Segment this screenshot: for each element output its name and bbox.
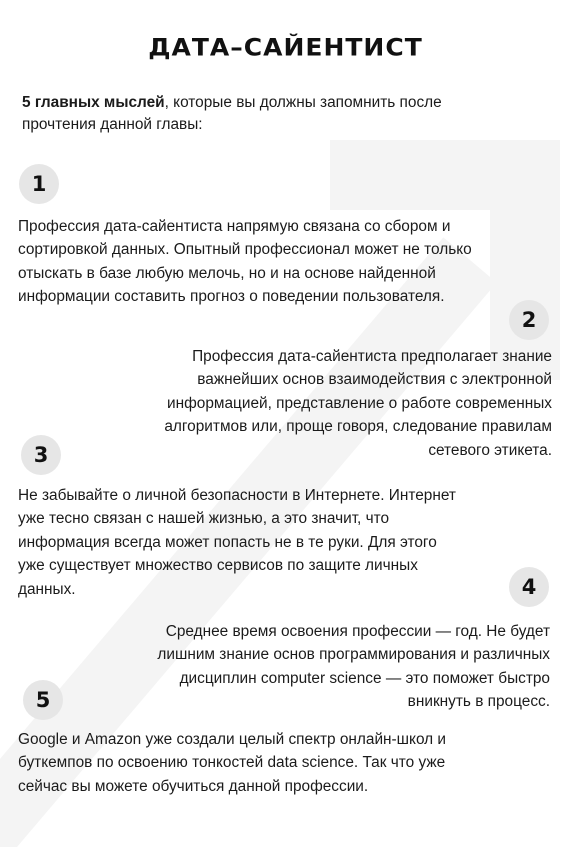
intro-rest: , которые вы должны запомнить после прочтения данной главы: [22,94,442,133]
point-2-text: Профессия дата-сайентиста предполагает знание важнейших основ взаимодействия с электронной информацией, представление о работе современных алгоритмов или, проще говоря, следование правилам сетевого этикета. [164,348,552,459]
point-5-text: Google и Amazon уже создали целый спектр онлайн-школ и буткемпов по освоению тонкостей data science. Так что уже сейчас вы можете обучиться данной профессии. [18,731,447,795]
page-title: ДАТА–САЙЕНТИСТ [148,33,423,62]
point-4-text: Среднее время освоения профессии — год. Не будет лишним знание основ программирования и различных дисциплин computer science — это поможет быстро вникнуть в процесс. [157,623,550,711]
intro-bold: 5 главных мыслей [22,94,165,111]
number-badge-2: 2 [509,300,549,340]
point-3-text: Не забывайте о личной безопасности в Интернете. Интернет уже тесно связан с нашей жизнью, а это значит, что информация всегда может попасть не в те руки. Для этого уже существует множество сервисов по защите личных данных. [18,487,456,598]
intro-text [22,92,462,136]
number-badge-4: 4 [509,567,549,607]
point-1-text: Профессия дата-сайентиста напрямую связана со сбором и сортировкой данных. Опытный профессионал может не только отыскать в базе любую мелочь, но и на основе найденной информации составить прогноз о поведении пользователя. [18,218,472,306]
number-badge-3: 3 [21,435,61,475]
number-badge-1: 1 [19,164,59,204]
number-badge-5: 5 [23,680,63,720]
